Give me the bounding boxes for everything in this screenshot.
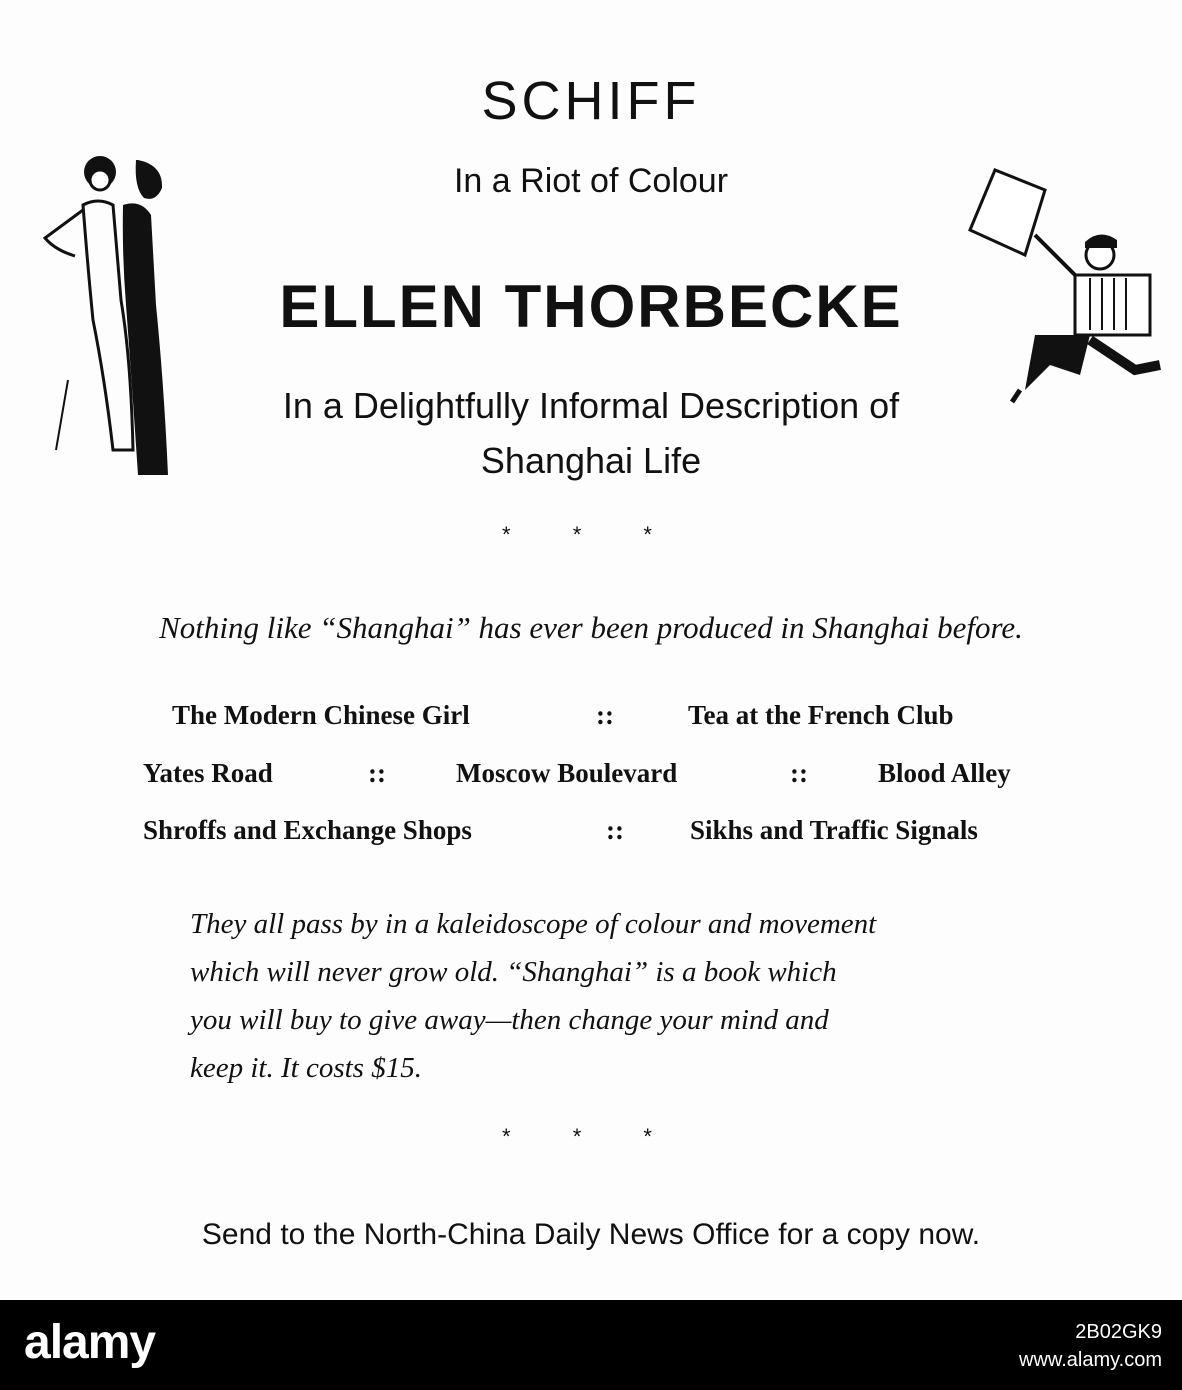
author-name: ELLEN THORBECKE xyxy=(279,273,903,340)
separator-top: * * * xyxy=(502,522,680,547)
watermark-logo: alamy xyxy=(24,1316,156,1369)
topic-separator: :: xyxy=(368,758,386,788)
topic-tea-french-club: Tea at the French Club xyxy=(688,700,954,730)
paragraph-line-2: which will never grow old. “Shanghai” is a book which xyxy=(190,956,837,988)
publisher-title: SCHIFF xyxy=(481,71,701,131)
topic-yates-road: Yates Road xyxy=(143,758,273,788)
topic-blood-alley: Blood Alley xyxy=(878,758,1011,788)
separator-bottom: * * * xyxy=(502,1124,680,1149)
site-url: www.alamy.com xyxy=(1019,1349,1162,1371)
topic-separator: :: xyxy=(790,758,808,788)
tagline: Nothing like “Shanghai” has ever been produced in Shanghai before. xyxy=(159,610,1023,645)
topic-sikhs-traffic: Sikhs and Traffic Signals xyxy=(690,815,978,845)
paragraph-line-1: They all pass by in a kaleidoscope of colour and movement xyxy=(190,908,877,940)
topic-modern-chinese-girl: The Modern Chinese Girl xyxy=(172,700,470,730)
topic-moscow-boulevard: Moscow Boulevard xyxy=(456,758,678,788)
description-line-2: Shanghai Life xyxy=(480,440,702,481)
watermark-band xyxy=(0,1300,1182,1390)
topic-separator: :: xyxy=(606,815,624,845)
paragraph-line-4: keep it. It costs $15. xyxy=(190,1052,422,1084)
topic-shroffs: Shroffs and Exchange Shops xyxy=(143,815,472,845)
image-id: 2B02GK9 xyxy=(1075,1321,1162,1343)
body-paragraph xyxy=(190,900,1010,1092)
call-to-action: Send to the North-China Daily News Office for a copy now. xyxy=(201,1218,981,1251)
subtitle: In a Riot of Colour xyxy=(453,162,729,200)
watermark-info xyxy=(1019,1318,1162,1374)
description-line-1: In a Delightfully Informal Description of xyxy=(282,385,900,426)
paragraph-line-3: you will buy to give away—then change your mind and xyxy=(190,1004,829,1036)
topic-separator: :: xyxy=(596,700,614,730)
